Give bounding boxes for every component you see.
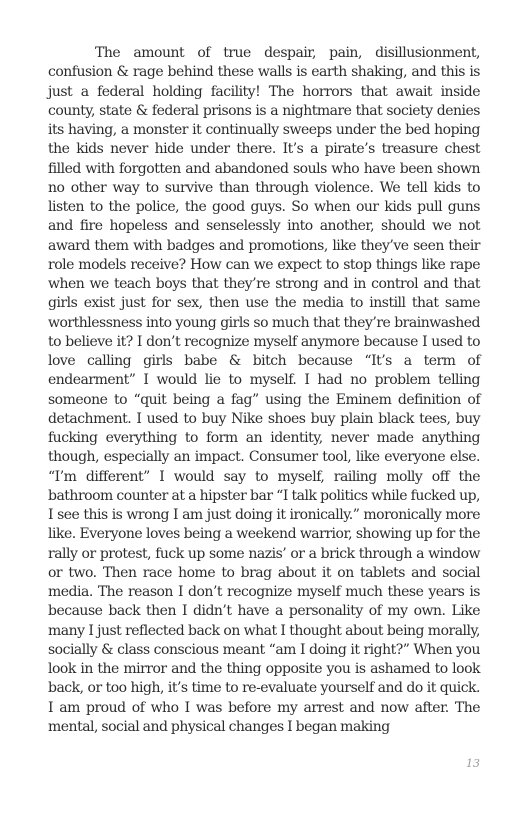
body-text-block <box>48 44 480 737</box>
body-paragraph: The amount of true despair, pain, disillusionment, confusion & rage behind these walls is earth shaking, and this is just a federal holding facility! The horrors that await inside county, state & federal prisons is a nightmare that society denies its having, a monster it continually sweeps under the bed hoping the kids never hide under there. It’s a pirate’s treasure chest filled with forgotten and abandoned souls who have been shown no other way to survive than through violence. We tell kids to listen to the police, the good guys. So when our kids pull guns and fire hopeless and senselessly into another, should we not award them with badges and promotions, like they’ve seen their role models receive? How can we expect to stop things like rape when we teach boys that they’re strong and in control and that girls exist just for sex, then use the media to instill that same worthlessness into young girls so much that they’re brainwashed to believe it? I don’t recognize myself anymore because I used to love calling girls babe & bitch because “It’s a term of endearment” I would lie to myself. I had no problem telling someone to “quit being a fag” using the Eminem definition of detachment. I used to buy Nike shoes buy plain black tees, buy fucking everything to form an identity, never made anything though, especially an impact. Consumer tool, like everyone else. “I’m different” I would say to myself, railing molly off the bathroom counter at a hipster bar “I talk politics while fucked up, I see this is wrong I am just doing it ironically.” moronically more like. Everyone loves being a weekend warrior, showing up for the rally or protest, fuck up some nazis’ or a brick through a window or two. Then race home to brag about it on tablets and social media. The reason I don’t recognize myself much these years is because back then I didn’t have a personality of my own. Like many I just reflected back on what I thought about being morally, socially & class conscious meant “am I doing it right?” When you look in the mirror and the thing opposite you is ashamed to look back, or too high, it’s time to re-evaluate yourself and do it quick. I am proud of who I was before my arrest and now after. The mental, social and physical changes I began making <box>48 45 480 735</box>
page-number: 13 <box>466 757 480 770</box>
